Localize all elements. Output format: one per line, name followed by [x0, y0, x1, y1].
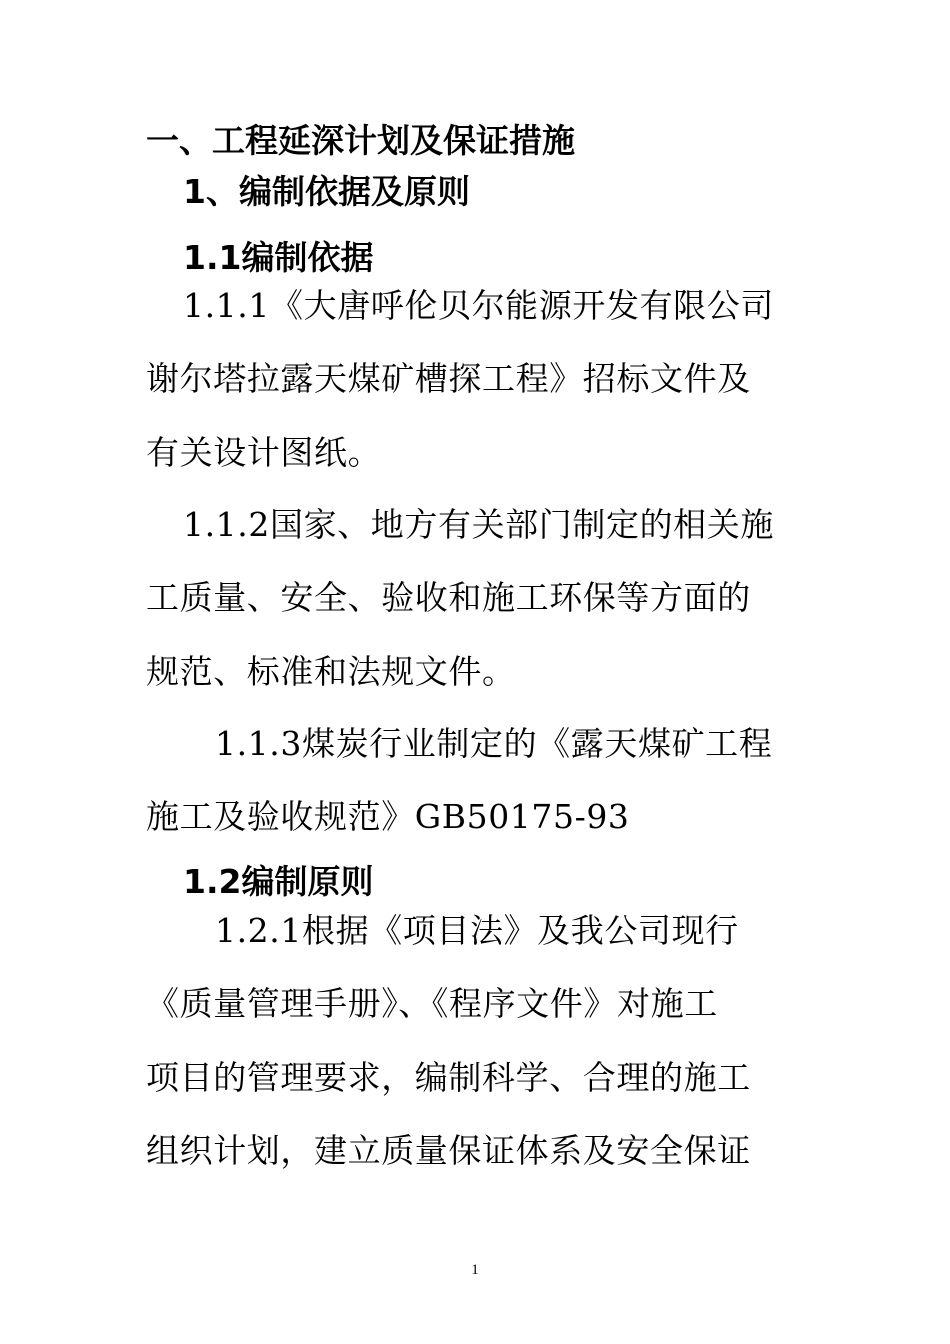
- paragraph-line: 有关设计图纸。: [146, 433, 382, 472]
- heading-section-1-1: 1.1编制依据: [183, 238, 374, 277]
- paragraph-line: 项目的管理要求，编制科学、合理的施工: [146, 1058, 751, 1097]
- paragraph-line: 《质量管理手册》、《程序文件》对施工: [146, 984, 718, 1023]
- paragraph-line: 施工及验收规范》GB50175-93: [146, 797, 630, 836]
- paragraph-line: 工质量、安全、验收和施工环保等方面的: [146, 578, 751, 617]
- heading-level-1: 一、工程延深计划及保证措施: [146, 121, 575, 160]
- paragraph-line: 1.1.2国家、地方有关部门制定的相关施: [183, 505, 774, 544]
- paragraph-line: 规范、标准和法规文件。: [146, 652, 516, 691]
- paragraph-line: 谢尔塔拉露天煤矿槽探工程》招标文件及: [146, 359, 751, 398]
- paragraph-line: 1.2.1根据《项目法》及我公司现行: [215, 911, 739, 950]
- paragraph-line: 1.1.1《大唐呼伦贝尔能源开发有限公司: [183, 286, 774, 325]
- heading-level-2: 1、编制依据及原则: [183, 172, 470, 211]
- paragraph-line: 1.1.3煤炭行业制定的《露天煤矿工程: [215, 724, 773, 763]
- page-number: 1: [471, 1262, 479, 1278]
- heading-section-1-2: 1.2编制原则: [183, 862, 374, 901]
- paragraph-line: 组织计划，建立质量保证体系及安全保证: [146, 1131, 751, 1170]
